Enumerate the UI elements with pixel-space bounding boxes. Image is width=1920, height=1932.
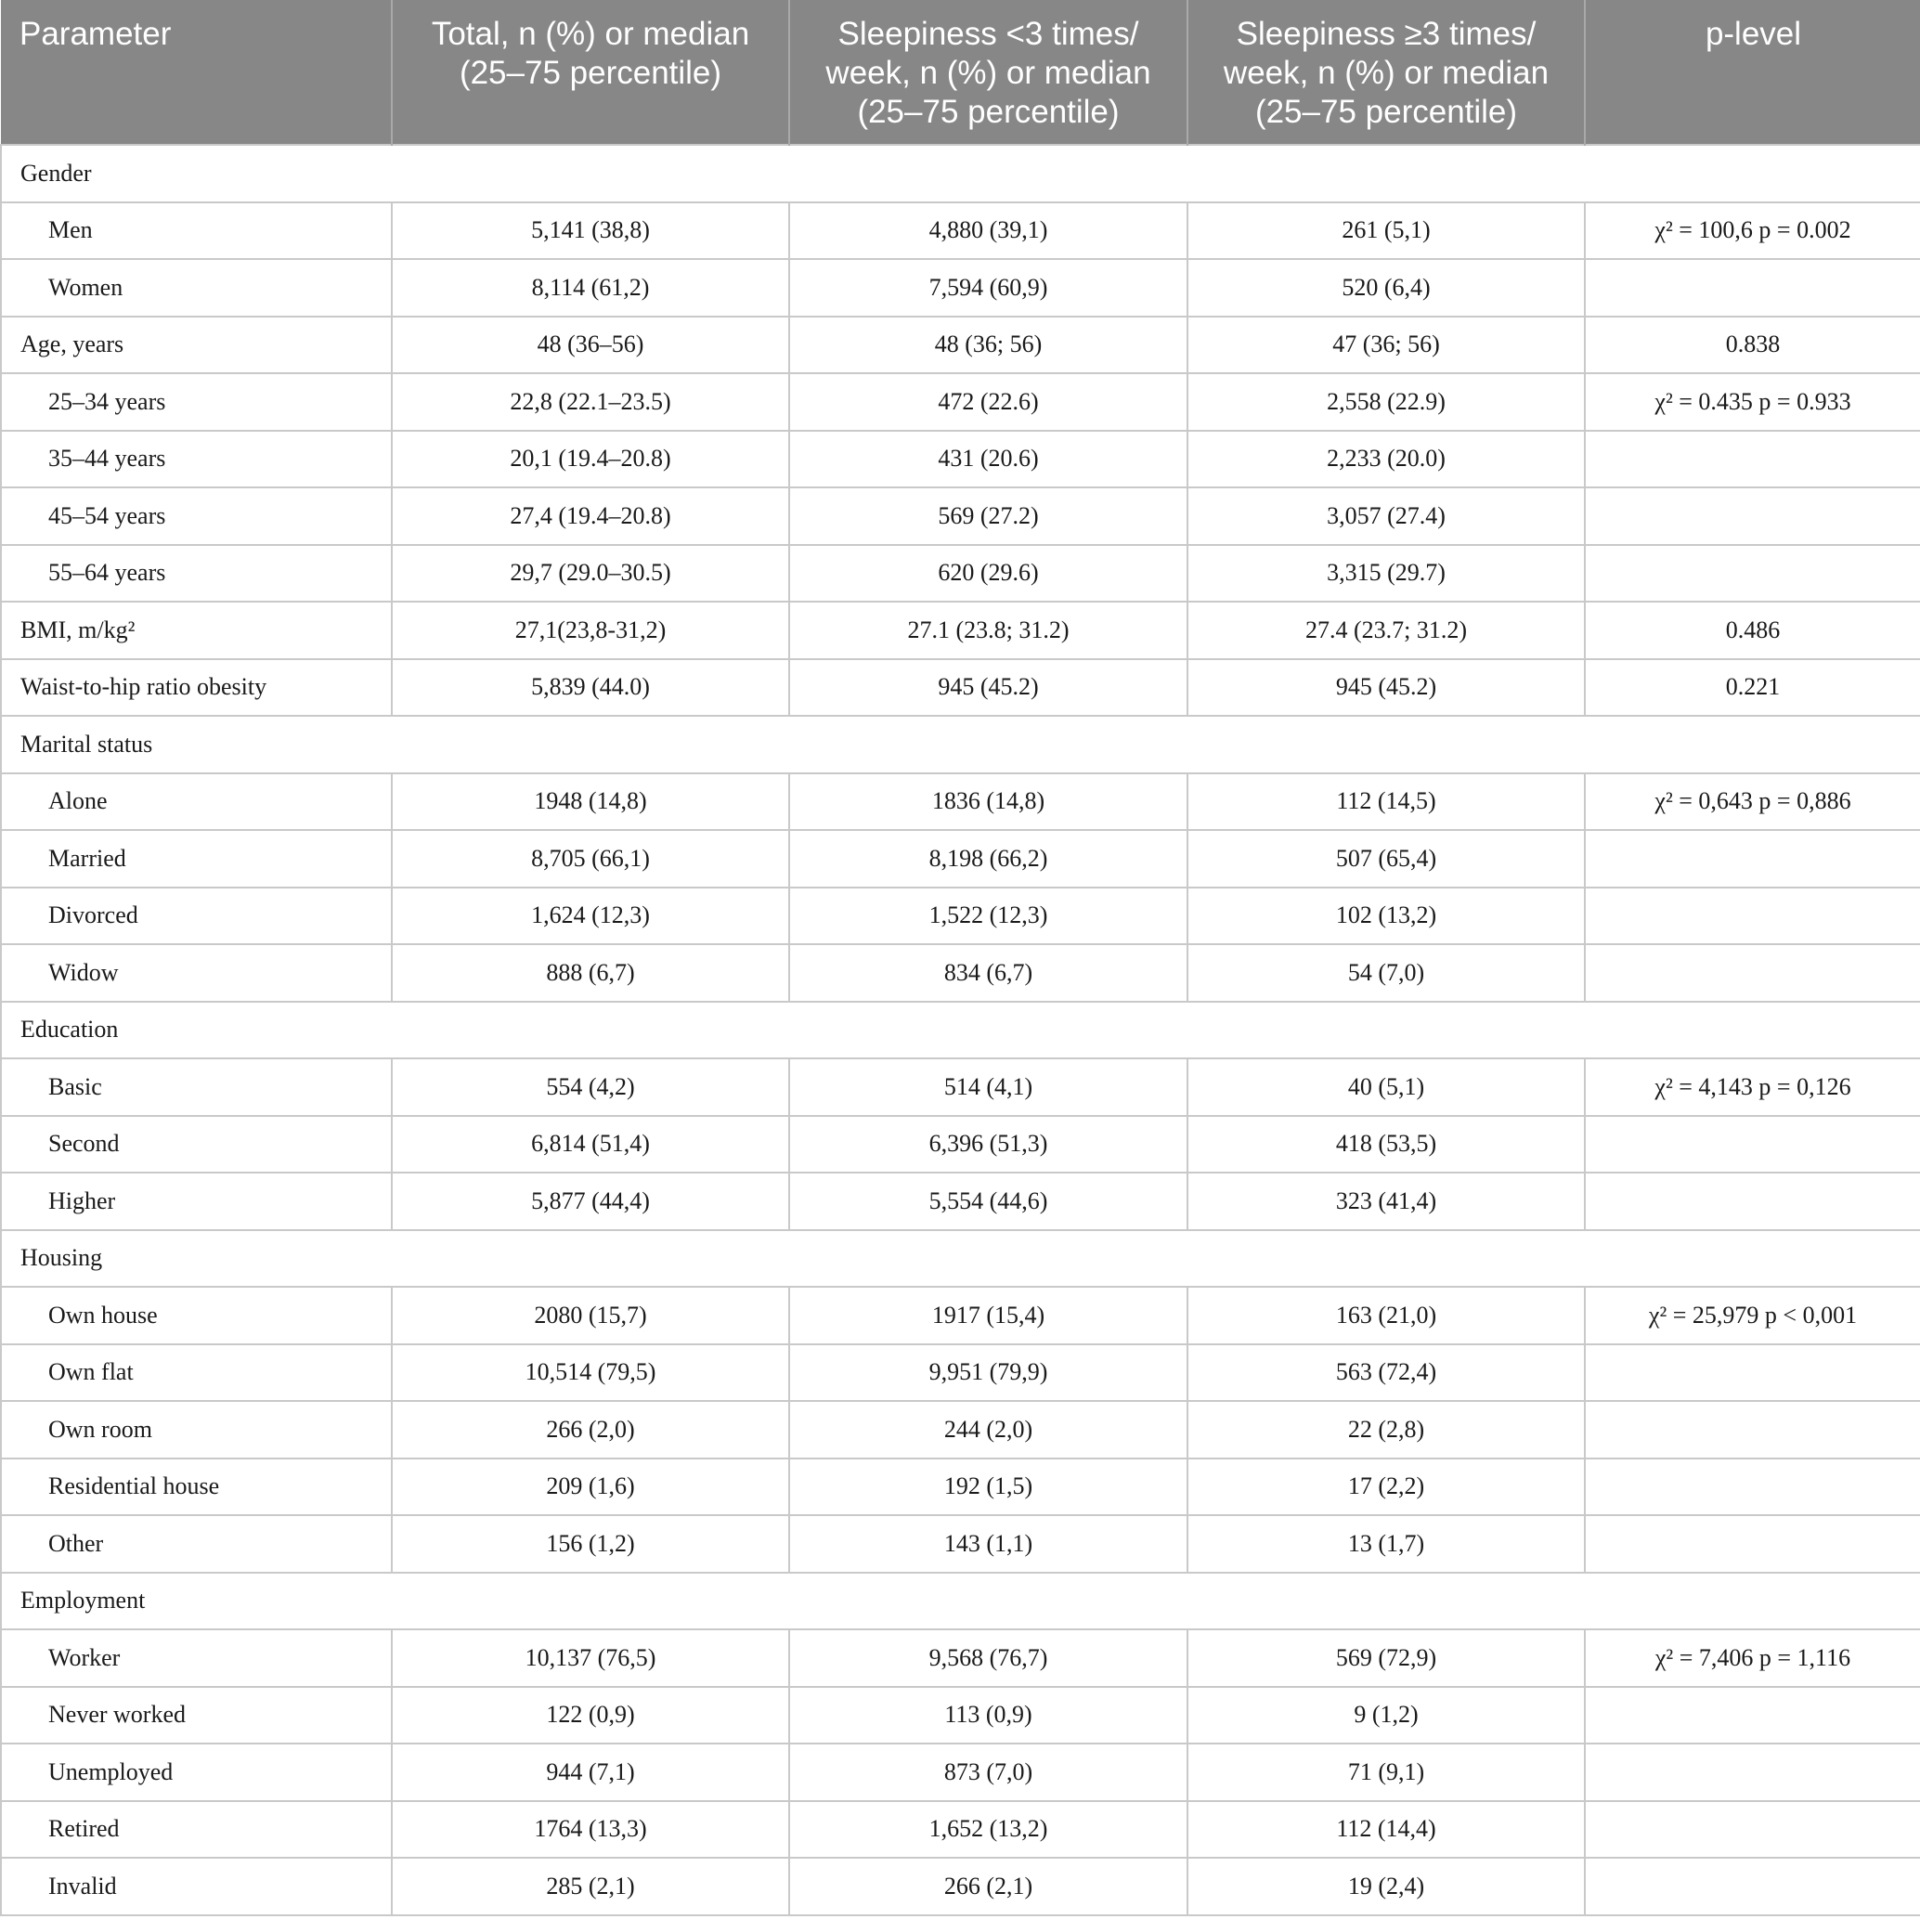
p-level-cell: χ² = 0,643 p = 0,886 — [1585, 773, 1920, 831]
section-label: Gender — [1, 145, 392, 202]
p-level-cell — [1585, 944, 1920, 1002]
row-label: Other — [1, 1515, 392, 1573]
p-level-cell — [1585, 830, 1920, 888]
empty-cell — [1187, 145, 1585, 202]
section-row — [1, 145, 1920, 202]
empty-cell — [789, 716, 1187, 773]
sleepiness-ge3-cell: 17 (2,2) — [1187, 1459, 1585, 1516]
sleepiness-lt3-cell: 266 (2,1) — [789, 1858, 1187, 1915]
table-row — [1, 659, 1920, 717]
empty-cell — [1585, 1230, 1920, 1288]
row-label: Unemployed — [1, 1744, 392, 1801]
empty-cell — [392, 1002, 789, 1059]
sleepiness-lt3-cell: 9,568 (76,7) — [789, 1629, 1187, 1687]
sleepiness-lt3-cell: 945 (45.2) — [789, 659, 1187, 717]
sleepiness-lt3-cell: 431 (20.6) — [789, 431, 1187, 488]
row-label: Higher — [1, 1173, 392, 1230]
sleepiness-ge3-cell: 323 (41,4) — [1187, 1173, 1585, 1230]
row-label: Widow — [1, 944, 392, 1002]
empty-cell — [392, 1573, 789, 1630]
p-level-cell: χ² = 25,979 p < 0,001 — [1585, 1287, 1920, 1344]
row-label: Men — [1, 202, 392, 260]
sleepiness-ge3-cell: 163 (21,0) — [1187, 1287, 1585, 1344]
row-label: 25–34 years — [1, 373, 392, 431]
p-level-cell — [1585, 487, 1920, 545]
table-row — [1, 1687, 1920, 1744]
table-row — [1, 1173, 1920, 1230]
row-label: Never worked — [1, 1687, 392, 1744]
total-cell: 285 (2,1) — [392, 1858, 789, 1915]
table-row — [1, 1629, 1920, 1687]
sleepiness-lt3-cell: 5,554 (44,6) — [789, 1173, 1187, 1230]
total-cell: 944 (7,1) — [392, 1744, 789, 1801]
empty-cell — [1585, 145, 1920, 202]
row-label: Own room — [1, 1401, 392, 1459]
total-cell: 48 (36–56) — [392, 317, 789, 374]
row-label: Residential house — [1, 1459, 392, 1516]
sleepiness-lt3-cell: 569 (27.2) — [789, 487, 1187, 545]
table-row — [1, 1401, 1920, 1459]
section-row — [1, 716, 1920, 773]
sleepiness-ge3-cell: 9 (1,2) — [1187, 1687, 1585, 1744]
p-level-cell: χ² = 0.435 p = 0.933 — [1585, 373, 1920, 431]
table-row — [1, 259, 1920, 317]
sleepiness-ge3-cell: 13 (1,7) — [1187, 1515, 1585, 1573]
p-level-cell — [1585, 1116, 1920, 1173]
row-label: Own flat — [1, 1344, 392, 1402]
empty-cell — [789, 1573, 1187, 1630]
row-label: 35–44 years — [1, 431, 392, 488]
empty-cell — [1585, 1002, 1920, 1059]
total-cell: 6,814 (51,4) — [392, 1116, 789, 1173]
sleepiness-lt3-cell: 514 (4,1) — [789, 1058, 1187, 1116]
p-level-cell — [1585, 888, 1920, 945]
row-label: BMI, m/kg² — [1, 602, 392, 659]
total-cell: 1948 (14,8) — [392, 773, 789, 831]
total-cell: 27,4 (19.4–20.8) — [392, 487, 789, 545]
table-row — [1, 888, 1920, 945]
sleepiness-lt3-cell: 27.1 (23.8; 31.2) — [789, 602, 1187, 659]
row-label: 55–64 years — [1, 545, 392, 603]
sleepiness-ge3-cell: 520 (6,4) — [1187, 259, 1585, 317]
sleepiness-ge3-cell: 2,233 (20.0) — [1187, 431, 1585, 488]
empty-cell — [1187, 1002, 1585, 1059]
sleepiness-ge3-cell: 3,057 (27.4) — [1187, 487, 1585, 545]
p-level-cell — [1585, 259, 1920, 317]
row-label: Divorced — [1, 888, 392, 945]
total-cell: 5,877 (44,4) — [392, 1173, 789, 1230]
total-cell: 29,7 (29.0–30.5) — [392, 545, 789, 603]
header-sleepiness-ge3: Sleepiness ≥3 times/ week, n (%) or median (25–75 percentile) — [1187, 0, 1585, 145]
sleepiness-ge3-cell: 27.4 (23.7; 31.2) — [1187, 602, 1585, 659]
header-parameter: Parameter — [1, 0, 392, 145]
empty-cell — [789, 1230, 1187, 1288]
section-row — [1, 1230, 1920, 1288]
p-level-cell — [1585, 1515, 1920, 1573]
p-level-cell — [1585, 1744, 1920, 1801]
table-row — [1, 1858, 1920, 1915]
table-row — [1, 202, 1920, 260]
total-cell: 1764 (13,3) — [392, 1801, 789, 1859]
sleepiness-lt3-cell: 1917 (15,4) — [789, 1287, 1187, 1344]
empty-cell — [1585, 1573, 1920, 1630]
total-cell: 554 (4,2) — [392, 1058, 789, 1116]
sleepiness-ge3-cell: 112 (14,4) — [1187, 1801, 1585, 1859]
sleepiness-ge3-cell: 112 (14,5) — [1187, 773, 1585, 831]
table-row — [1, 944, 1920, 1002]
sleepiness-lt3-cell: 472 (22.6) — [789, 373, 1187, 431]
p-level-cell — [1585, 1401, 1920, 1459]
row-label: Retired — [1, 1801, 392, 1859]
p-level-cell — [1585, 1858, 1920, 1915]
p-level-cell — [1585, 1344, 1920, 1402]
row-label: Basic — [1, 1058, 392, 1116]
row-label: Age, years — [1, 317, 392, 374]
total-cell: 266 (2,0) — [392, 1401, 789, 1459]
section-row — [1, 1573, 1920, 1630]
p-level-cell: 0.838 — [1585, 317, 1920, 374]
table-body — [1, 145, 1920, 1915]
sleepiness-ge3-cell: 418 (53,5) — [1187, 1116, 1585, 1173]
sleepiness-lt3-cell: 143 (1,1) — [789, 1515, 1187, 1573]
p-level-cell: 0.486 — [1585, 602, 1920, 659]
total-cell: 22,8 (22.1–23.5) — [392, 373, 789, 431]
sleepiness-ge3-cell: 3,315 (29.7) — [1187, 545, 1585, 603]
empty-cell — [789, 145, 1187, 202]
total-cell: 8,705 (66,1) — [392, 830, 789, 888]
row-label: Invalid — [1, 1858, 392, 1915]
row-label: Own house — [1, 1287, 392, 1344]
sleepiness-lt3-cell: 9,951 (79,9) — [789, 1344, 1187, 1402]
p-level-cell — [1585, 431, 1920, 488]
table-row — [1, 373, 1920, 431]
sleepiness-lt3-cell: 1,522 (12,3) — [789, 888, 1187, 945]
p-level-cell: χ² = 7,406 p = 1,116 — [1585, 1629, 1920, 1687]
p-level-cell: 0.221 — [1585, 659, 1920, 717]
p-level-cell — [1585, 545, 1920, 603]
sleepiness-lt3-cell: 48 (36; 56) — [789, 317, 1187, 374]
table-row — [1, 1116, 1920, 1173]
row-label: Alone — [1, 773, 392, 831]
empty-cell — [392, 716, 789, 773]
table-header — [1, 0, 1920, 145]
table-row — [1, 1058, 1920, 1116]
sleepiness-ge3-cell: 563 (72,4) — [1187, 1344, 1585, 1402]
sleepiness-ge3-cell: 71 (9,1) — [1187, 1744, 1585, 1801]
table-row — [1, 1287, 1920, 1344]
sleepiness-lt3-cell: 244 (2,0) — [789, 1401, 1187, 1459]
sleepiness-ge3-cell: 507 (65,4) — [1187, 830, 1585, 888]
empty-cell — [1585, 716, 1920, 773]
row-label: Waist-to-hip ratio obesity — [1, 659, 392, 717]
sleepiness-ge3-cell: 19 (2,4) — [1187, 1858, 1585, 1915]
p-level-cell — [1585, 1459, 1920, 1516]
header-total: Total, n (%) or median (25–75 percentile) — [392, 0, 789, 145]
header-sleepiness-lt3: Sleepiness <3 times/ week, n (%) or median (25–75 percentile) — [789, 0, 1187, 145]
empty-cell — [392, 1230, 789, 1288]
table-row — [1, 1744, 1920, 1801]
section-label: Education — [1, 1002, 392, 1059]
sleepiness-lt3-cell: 4,880 (39,1) — [789, 202, 1187, 260]
total-cell: 156 (1,2) — [392, 1515, 789, 1573]
p-level-cell: χ² = 4,143 p = 0,126 — [1585, 1058, 1920, 1116]
table-row — [1, 317, 1920, 374]
sleepiness-lt3-cell: 873 (7,0) — [789, 1744, 1187, 1801]
total-cell: 1,624 (12,3) — [392, 888, 789, 945]
sleepiness-ge3-cell: 945 (45.2) — [1187, 659, 1585, 717]
sleepiness-ge3-cell: 54 (7,0) — [1187, 944, 1585, 1002]
sleepiness-ge3-cell: 2,558 (22.9) — [1187, 373, 1585, 431]
p-level-cell — [1585, 1801, 1920, 1859]
empty-cell — [1187, 716, 1585, 773]
empty-cell — [392, 145, 789, 202]
section-row — [1, 1002, 1920, 1059]
total-cell: 27,1(23,8-31,2) — [392, 602, 789, 659]
p-level-cell — [1585, 1687, 1920, 1744]
sleepiness-ge3-cell: 22 (2,8) — [1187, 1401, 1585, 1459]
p-level-cell: χ² = 100,6 p = 0.002 — [1585, 202, 1920, 260]
table-row — [1, 830, 1920, 888]
table-row — [1, 431, 1920, 488]
sleepiness-lt3-cell: 113 (0,9) — [789, 1687, 1187, 1744]
sleepiness-lt3-cell: 1,652 (13,2) — [789, 1801, 1187, 1859]
sleepiness-lt3-cell: 8,198 (66,2) — [789, 830, 1187, 888]
sleepiness-lt3-cell: 6,396 (51,3) — [789, 1116, 1187, 1173]
sleepiness-ge3-cell: 569 (72,9) — [1187, 1629, 1585, 1687]
sleepiness-lt3-cell: 7,594 (60,9) — [789, 259, 1187, 317]
table-row — [1, 545, 1920, 603]
sleepiness-ge3-cell: 102 (13,2) — [1187, 888, 1585, 945]
sleepiness-lt3-cell: 620 (29.6) — [789, 545, 1187, 603]
header-p-level: p-level — [1585, 0, 1920, 145]
empty-cell — [789, 1002, 1187, 1059]
row-label: Worker — [1, 1629, 392, 1687]
empty-cell — [1187, 1230, 1585, 1288]
table-row — [1, 1801, 1920, 1859]
total-cell: 122 (0,9) — [392, 1687, 789, 1744]
table-row — [1, 1459, 1920, 1516]
section-label: Employment — [1, 1573, 392, 1630]
sleepiness-lt3-cell: 834 (6,7) — [789, 944, 1187, 1002]
table-row — [1, 1515, 1920, 1573]
total-cell: 10,137 (76,5) — [392, 1629, 789, 1687]
total-cell: 209 (1,6) — [392, 1459, 789, 1516]
sleepiness-ge3-cell: 40 (5,1) — [1187, 1058, 1585, 1116]
sleepiness-ge3-cell: 261 (5,1) — [1187, 202, 1585, 260]
total-cell: 2080 (15,7) — [392, 1287, 789, 1344]
table-row — [1, 602, 1920, 659]
total-cell: 5,839 (44.0) — [392, 659, 789, 717]
row-label: Women — [1, 259, 392, 317]
sleepiness-ge3-cell: 47 (36; 56) — [1187, 317, 1585, 374]
row-label: Second — [1, 1116, 392, 1173]
table-row — [1, 773, 1920, 831]
sleepiness-lt3-cell: 192 (1,5) — [789, 1459, 1187, 1516]
total-cell: 8,114 (61,2) — [392, 259, 789, 317]
table-row — [1, 487, 1920, 545]
empty-cell — [1187, 1573, 1585, 1630]
row-label: 45–54 years — [1, 487, 392, 545]
total-cell: 5,141 (38,8) — [392, 202, 789, 260]
row-label: Married — [1, 830, 392, 888]
p-level-cell — [1585, 1173, 1920, 1230]
table-row — [1, 1344, 1920, 1402]
sleepiness-lt3-cell: 1836 (14,8) — [789, 773, 1187, 831]
total-cell: 10,514 (79,5) — [392, 1344, 789, 1402]
section-label: Housing — [1, 1230, 392, 1288]
section-label: Marital status — [1, 716, 392, 773]
total-cell: 888 (6,7) — [392, 944, 789, 1002]
total-cell: 20,1 (19.4–20.8) — [392, 431, 789, 488]
